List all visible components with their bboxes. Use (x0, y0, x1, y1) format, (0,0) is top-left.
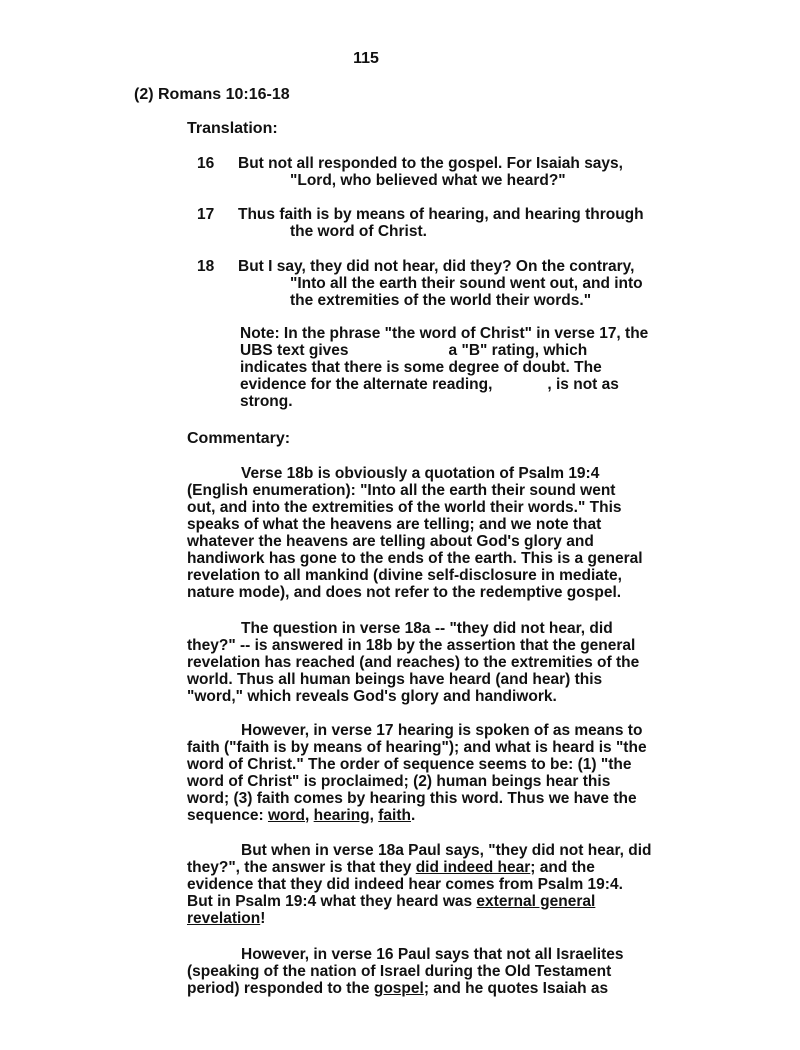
para-line: handiwork has gone to the ends of the earth. This is a general (187, 550, 643, 567)
underlined-word: revelation (187, 910, 261, 927)
para-line: world. Thus all human beings have heard (and hear) this (187, 671, 603, 688)
commentary-paragraph-1 (187, 465, 712, 601)
verse-number: 16 (197, 155, 215, 172)
note-line: indicates that there is some degree of doubt. The (240, 359, 602, 376)
note-line: strong. (240, 393, 293, 410)
para-line: (speaking of the nation of Israel during the Old Testament (187, 963, 612, 980)
para-line: speaks of what the heavens are telling; and we note that (187, 516, 602, 533)
para-line: they?" -- is answered in 18b by the assertion that the general (187, 637, 636, 654)
para-line: word; (3) faith comes by hearing this word. Thus we have the (187, 790, 637, 807)
para-line: out, and into the extremities of the world their words." This (187, 499, 622, 516)
note-line: UBS text gives a "B" rating, which (240, 342, 588, 359)
underlined-word: gospel (373, 980, 424, 997)
verse-line: But not all responded to the gospel. For Isaiah says, (238, 155, 623, 172)
para-line: revelation has reached (and reaches) to the extremities of the (187, 654, 640, 671)
para-line: period) responded to the gospel; and he quotes Isaiah as (187, 980, 609, 997)
underlined-word: faith (378, 807, 411, 824)
commentary-paragraph-5 (187, 946, 712, 997)
para-line: they?", the answer is that they did indeed hear; and the (187, 859, 595, 876)
verse-line: Thus faith is by means of hearing, and hearing through (238, 206, 644, 223)
translation-label: Translation: (187, 120, 278, 137)
verse-line: "Into all the earth their sound went out, and into (290, 275, 643, 292)
note-line: evidence for the alternate reading, , is not as (240, 376, 619, 393)
para-line: The question in verse 18a -- "they did not hear, did (241, 620, 613, 637)
para-line: sequence: word, hearing, faith. (187, 807, 416, 824)
underlined-word: word (267, 807, 306, 824)
verse-line: the word of Christ. (290, 223, 427, 240)
para-line: However, in verse 16 Paul says that not all Israelites (241, 946, 624, 963)
para-line: revelation to all mankind (divine self-disclosure in mediate, (187, 567, 622, 584)
verse-text (238, 258, 738, 309)
verse-number: 17 (197, 206, 215, 223)
para-line: nature mode), and does not refer to the redemptive gospel. (187, 584, 622, 601)
verse-text (238, 206, 738, 240)
page-number: 115 (353, 50, 379, 67)
para-line: revelation! (187, 910, 266, 927)
para-line: whatever the heavens are telling about God's glory and (187, 533, 594, 550)
underlined-word: hearing (313, 807, 370, 824)
para-line: (English enumeration): "Into all the earth their sound went (187, 482, 616, 499)
note-line: Note: In the phrase "the word of Christ" in verse 17, the (240, 325, 649, 342)
commentary-paragraph-4 (187, 842, 712, 927)
commentary-paragraph-3 (187, 722, 712, 824)
para-line: word of Christ" is proclaimed; (2) human beings hear this (187, 773, 611, 790)
verse-line: But I say, they did not hear, did they? On the contrary, (238, 258, 635, 275)
text-critical-note (240, 325, 720, 410)
underlined-phrase: external general (476, 893, 596, 910)
verse-line: "Lord, who believed what we heard?" (290, 172, 566, 189)
para-line: But when in verse 18a Paul says, "they did not hear, did (241, 842, 652, 859)
section-heading: (2) Romans 10:16-18 (134, 86, 290, 103)
para-line: word of Christ." The order of sequence seems to be: (1) "the (187, 756, 632, 773)
para-line: Verse 18b is obviously a quotation of Psalm 19:4 (241, 465, 600, 482)
para-line: evidence that they did indeed hear comes from Psalm 19:4. (187, 876, 623, 893)
underlined-phrase: did indeed hear (415, 859, 531, 876)
para-line: However, in verse 17 hearing is spoken of as means to (241, 722, 643, 739)
commentary-label: Commentary: (187, 430, 291, 447)
para-line: faith ("faith is by means of hearing"); and what is heard is "the (187, 739, 647, 756)
verse-number: 18 (197, 258, 215, 275)
para-line: "word," which reveals God's glory and handiwork. (187, 688, 557, 705)
verse-line: the extremities of the world their words." (290, 292, 592, 309)
verse-text (238, 155, 738, 189)
para-line: But in Psalm 19:4 what they heard was external general (187, 893, 596, 910)
commentary-paragraph-2 (187, 620, 712, 705)
